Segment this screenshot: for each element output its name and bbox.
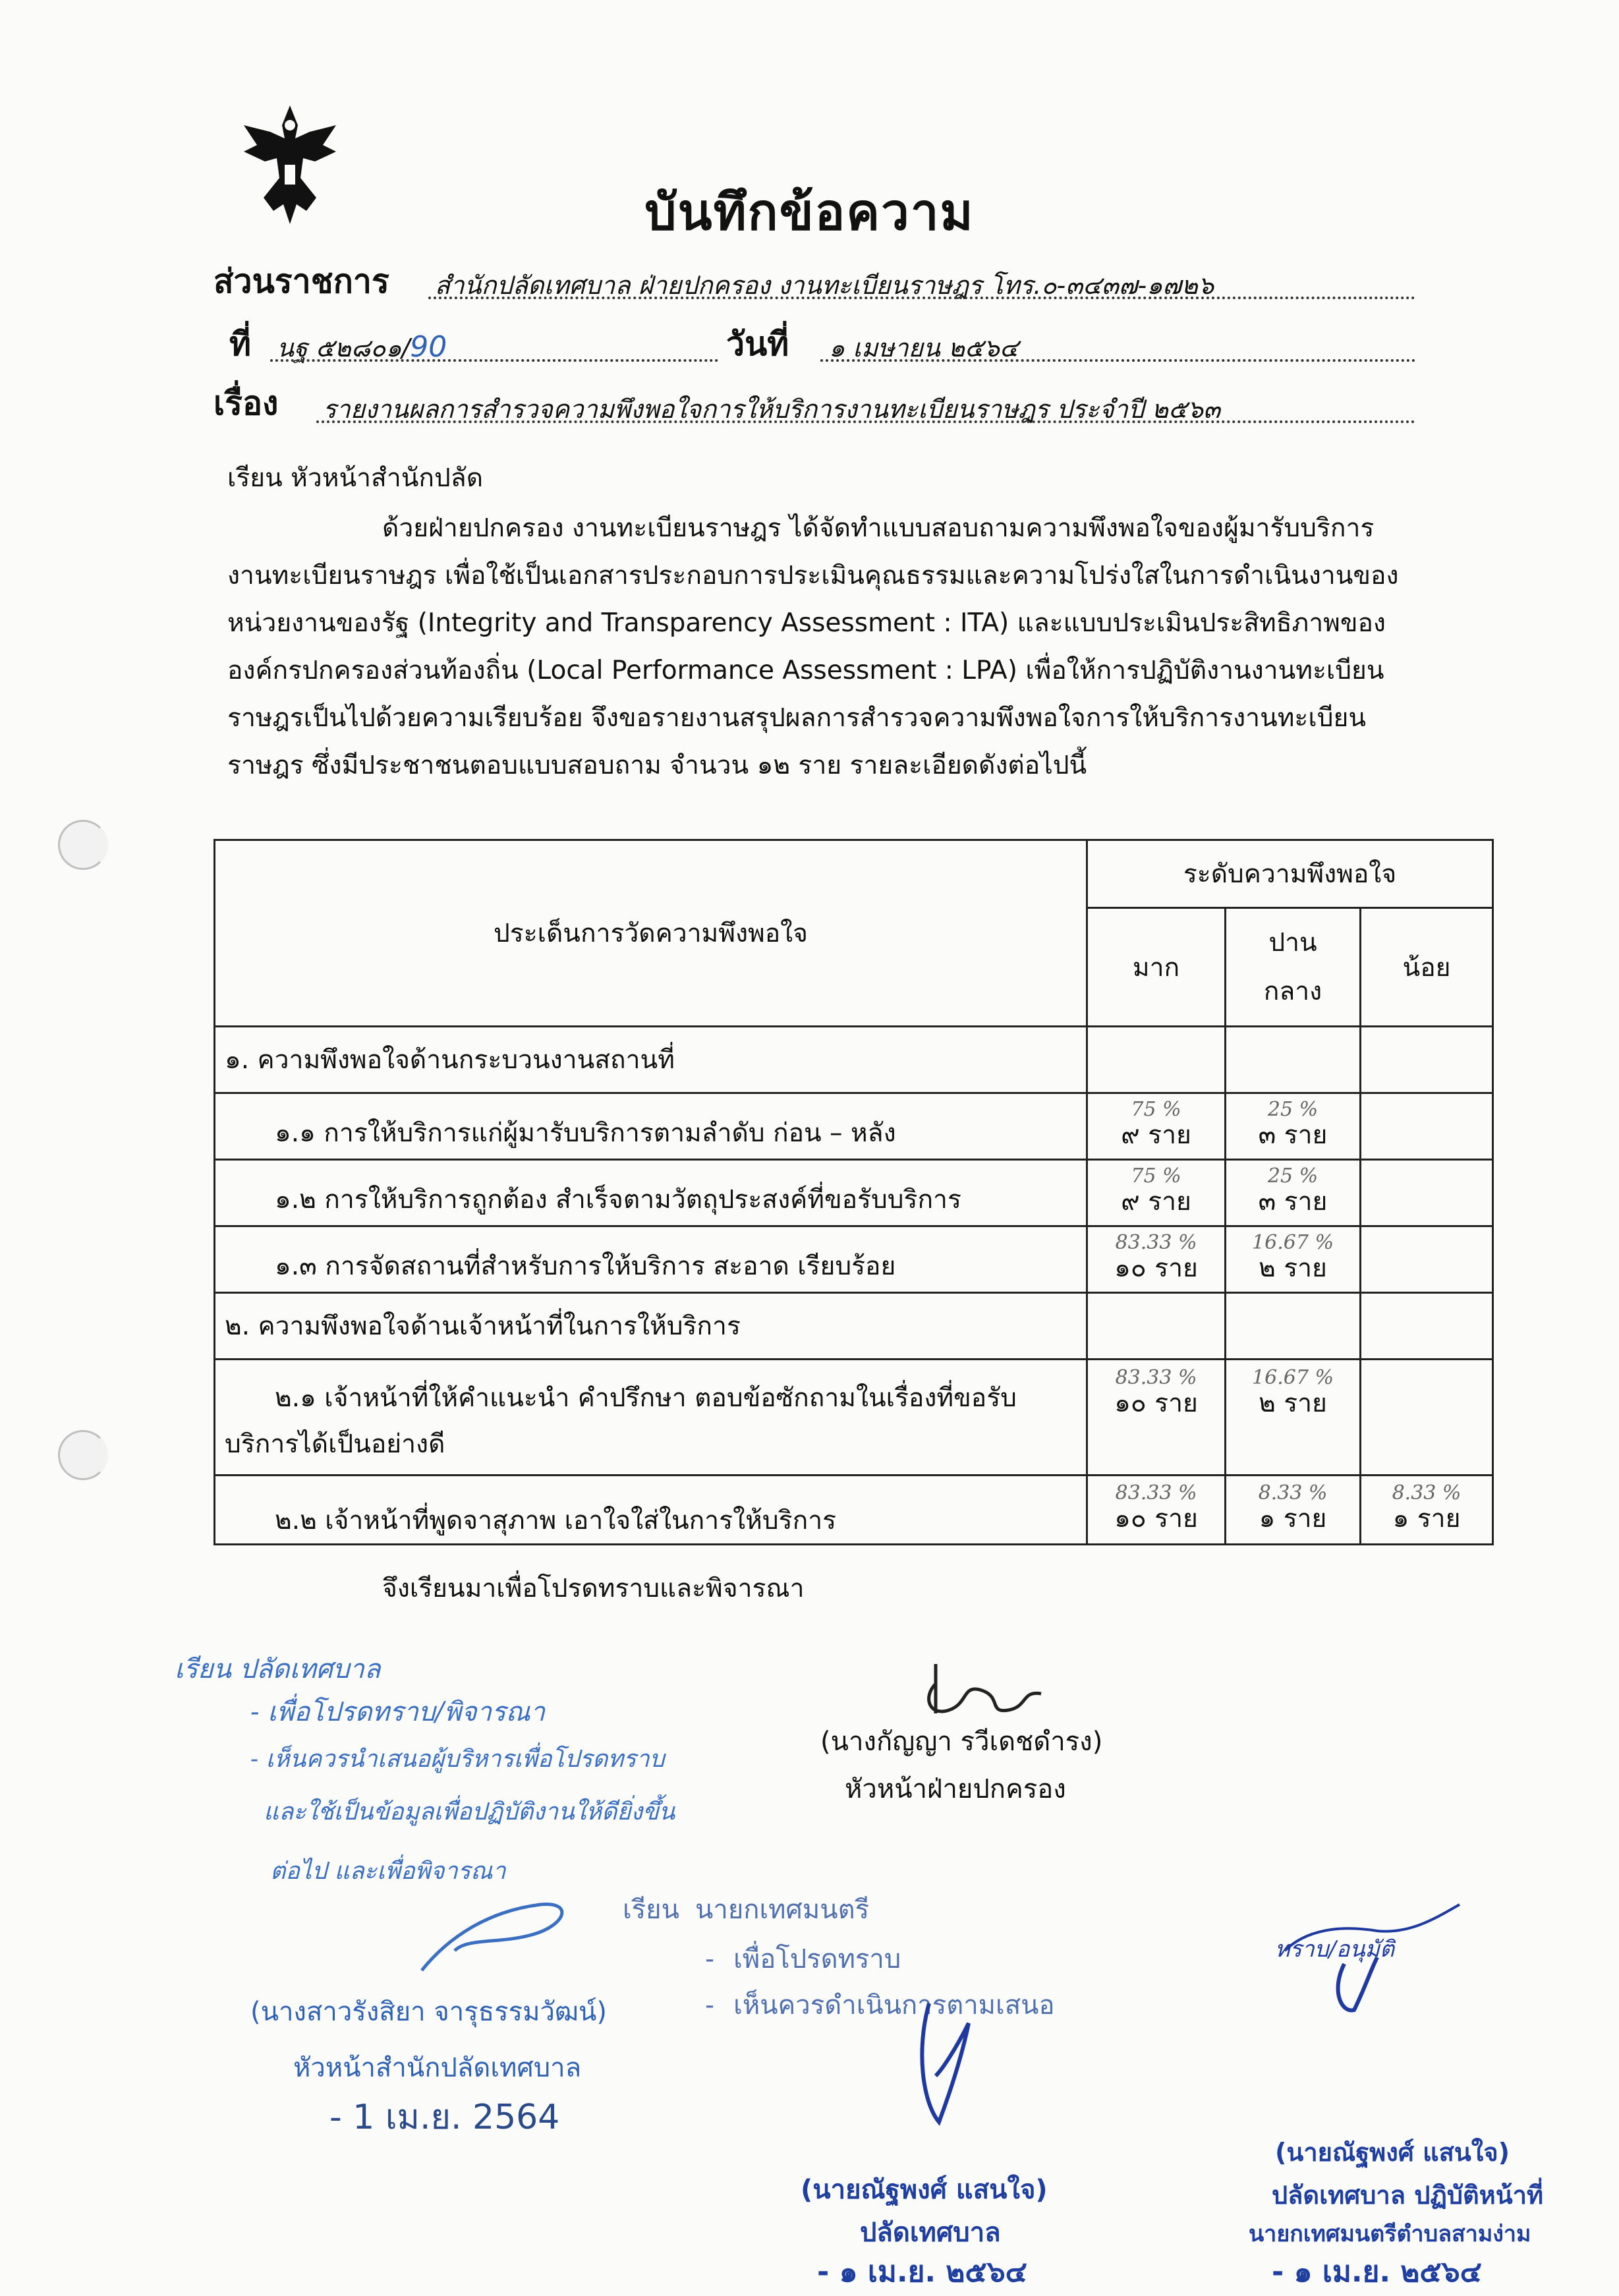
col-mid: ปาน กลาง	[1226, 908, 1361, 1027]
signature-3-icon	[903, 1997, 982, 2129]
high-percent: 83.33 %	[1115, 1481, 1197, 1505]
low-count	[1371, 1191, 1483, 1195]
memo-title: บันทึกข้อความ	[644, 183, 975, 241]
agency-label: ส่วนราชการ	[213, 262, 389, 301]
col-low: น้อย	[1361, 908, 1493, 1027]
row-label: ๑.๓ การจัดสถานที่สำหรับการให้บริการ สะอาด เรียบร้อย	[215, 1226, 1087, 1293]
note-1-line-2: - เพื่อโปรดทราบ/พิจารณา	[250, 1697, 546, 1727]
signer-3-position: ปลัดเทศบาล	[860, 2218, 1001, 2248]
body-line-6: ราษฎร ซึ่งมีประชาชนตอบแบบสอบถาม จำนวน ๑๒ ราย รายละเอียดดังต่อไปนี้	[227, 751, 1087, 780]
signer-4-approval: ทราบ/อนุมัติ	[1275, 1936, 1394, 1963]
table-row	[215, 1160, 1493, 1226]
high-count: ๑๐ ราย	[1114, 1504, 1198, 1534]
ref-value: นฐ ๕๒๘๐๑/90	[277, 330, 447, 364]
table-row	[215, 1226, 1493, 1293]
section-row	[215, 1027, 1493, 1093]
high-count: ๑๐ ราย	[1114, 1389, 1198, 1418]
agency-value: สำนักปลัดเทศบาล ฝ่ายปกครอง งานทะเบียนราษฎร โทร.๐-๓๔๓๗-๑๗๒๖	[435, 271, 1214, 300]
header-level: ระดับความพึงพอใจ	[1087, 840, 1493, 908]
body-line-2: งานทะเบียนราษฎร เพื่อใช้เป็นเอกสารประกอบการประเมินคุณธรรมและความโปร่งใสในการดำเนินงานของ	[227, 561, 1399, 590]
table-row	[215, 1476, 1493, 1545]
low-count: ๑ ราย	[1392, 1504, 1461, 1534]
satisfaction-table	[213, 839, 1494, 1545]
note-1-line-1: เรียน ปลัดเทศบาล	[175, 1654, 381, 1684]
signer-3-date: - ๑ เม.ย. ๒๕๖๔	[817, 2255, 1027, 2289]
signer-1-position: หัวหน้าฝ่ายปกครอง	[845, 1774, 1066, 1804]
col-high: มาก	[1087, 908, 1226, 1027]
mid-percent: 16.67 %	[1252, 1366, 1334, 1389]
signature-1-icon	[909, 1651, 1081, 1723]
high-count: ๑๐ ราย	[1114, 1253, 1198, 1283]
note-2-line-2: - เพื่อโปรดทราบ	[702, 1944, 901, 1974]
signer-1-name: (นางกัญญา รวีเดชดำรง)	[820, 1727, 1103, 1757]
punch-hole-top	[58, 820, 108, 870]
signer-2-name: (นางสาวรังสิยา จารุธรรมวัฒน์)	[250, 1997, 607, 2027]
high-percent: 75 %	[1131, 1098, 1181, 1121]
salutation: เรียน หัวหน้าสำนักปลัด	[227, 463, 484, 493]
signature-4-icon	[1278, 1891, 1469, 2017]
header-topic: ประเด็นการวัดความพึงพอใจ	[215, 840, 1087, 1027]
mid-count: ๒ ราย	[1259, 1253, 1327, 1283]
date-dotline	[820, 359, 1415, 362]
row-label: ๒.๑ เจ้าหน้าที่ให้คำแนะนำ คำปรึกษา ตอบข้อซักถามในเรื่องที่ขอรับ	[275, 1383, 1017, 1413]
punch-hole-bottom	[58, 1430, 108, 1480]
table-row	[215, 1360, 1493, 1476]
ref-handwritten-number: 90	[410, 330, 447, 364]
signer-2-position: หัวหน้าสำนักปลัดเทศบาล	[293, 2053, 582, 2083]
date-value: ๑ เมษายน ๒๕๖๔	[829, 333, 1019, 362]
section-row	[215, 1293, 1493, 1360]
signer-4-position-2: นายกเทศมนตรีตำบลสามง่าม	[1249, 2221, 1531, 2247]
signature-2-icon	[409, 1898, 586, 1977]
low-count	[1371, 1257, 1483, 1261]
body-line-3: หน่วยงานของรัฐ (Integrity and Transparency Assessment : ITA) และแบบประเมินประสิทธิภาพของ	[227, 608, 1386, 638]
row-label-continued: บริการได้เป็นอย่างดี	[225, 1429, 445, 1459]
closing-text: จึงเรียนมาเพื่อโปรดทราบและพิจารณา	[382, 1574, 805, 1603]
row-label: ๑.๑ การให้บริการแก่ผู้มารับบริการตามลำดับ ก่อน – หลัง	[215, 1093, 1087, 1160]
note-1-line-5: ต่อไป และเพื่อพิจารณา	[270, 1858, 506, 1885]
mid-percent: 25 %	[1267, 1098, 1319, 1121]
mid-percent: 16.67 %	[1252, 1231, 1334, 1254]
section-title: ๑. ความพึงพอใจด้านกระบวนงานสถานที่	[215, 1027, 1087, 1093]
signer-2-date: - 1 เม.ย. 2564	[329, 2098, 560, 2137]
row-label: ๑.๒ การให้บริการถูกต้อง สำเร็จตามวัตถุประสงค์ที่ขอรับบริการ	[215, 1160, 1087, 1226]
signer-3-name: (นายณัฐพงศ์ แสนใจ)	[801, 2175, 1048, 2205]
high-count: ๙ ราย	[1121, 1187, 1191, 1217]
mid-count: ๓ ราย	[1258, 1187, 1328, 1217]
signer-4-date: - ๑ เม.ย. ๒๕๖๔	[1272, 2255, 1482, 2289]
note-1-line-3: - เห็นควรนำเสนอผู้บริหารเพื่อโปรดทราบ	[250, 1746, 665, 1773]
high-percent: 75 %	[1131, 1164, 1181, 1188]
ref-dotline	[270, 359, 718, 362]
table-row	[215, 1093, 1493, 1160]
low-percent: 8.33 %	[1392, 1481, 1462, 1505]
section-title: ๒. ความพึงพอใจด้านเจ้าหน้าที่ในการให้บริการ	[215, 1293, 1087, 1360]
high-count: ๙ ราย	[1121, 1120, 1191, 1150]
body-line-1: ด้วยฝ่ายปกครอง งานทะเบียนราษฎร ได้จัดทำแบบสอบถามความพึงพอใจของผู้มารับบริการ	[382, 513, 1375, 543]
date-label: วันที่	[726, 325, 789, 363]
mid-count: ๑ ราย	[1259, 1504, 1327, 1534]
mid-count: ๒ ราย	[1259, 1389, 1327, 1418]
low-count	[1371, 1367, 1483, 1371]
mid-percent: 8.33 %	[1258, 1481, 1328, 1505]
subject-value: รายงานผลการสำรวจความพึงพอใจการให้บริการงานทะเบียนราษฎร ประจำปี ๒๕๖๓	[323, 395, 1220, 424]
mid-percent: 25 %	[1267, 1164, 1319, 1188]
mid-count: ๓ ราย	[1258, 1120, 1328, 1150]
subject-label: เรื่อง	[213, 384, 279, 422]
signer-4-position: ปลัดเทศบาล ปฏิบัติหน้าที่	[1272, 2181, 1544, 2210]
row-label: ๒.๒ เจ้าหน้าที่พูดจาสุภาพ เอาใจใส่ในการให้บริการ	[215, 1476, 1087, 1545]
note-1-line-4: และใช้เป็นข้อมูลเพื่อปฏิบัติงานให้ดียิ่งขึ้น	[264, 1798, 675, 1825]
note-2-line-1: เรียน นายกเทศมนตรี	[623, 1895, 870, 1925]
high-percent: 83.33 %	[1115, 1231, 1197, 1254]
ref-label: ที่	[229, 325, 251, 363]
body-line-4: องค์กรปกครองส่วนท้องถิ่น (Local Performance Assessment : LPA) เพื่อให้การปฏิบัติงานงานทะเบียน	[227, 656, 1384, 685]
signer-4-name: (นายณัฐพงศ์ แสนใจ)	[1275, 2138, 1510, 2167]
row-label-multiline	[215, 1360, 1087, 1476]
high-percent: 83.33 %	[1115, 1366, 1197, 1389]
subject-dotline	[316, 420, 1415, 423]
body-line-5: ราษฎรเป็นไปด้วยความเรียบร้อย จึงขอรายงานสรุปผลการสำรวจความพึงพอใจการให้บริการงานทะเบียน	[227, 703, 1366, 733]
note-2-line-3: - เห็นควรดำเนินการตามเสนอ	[702, 1990, 1055, 2021]
agency-dotline	[428, 297, 1415, 299]
low-count	[1371, 1124, 1483, 1128]
table-header-row	[215, 840, 1493, 908]
